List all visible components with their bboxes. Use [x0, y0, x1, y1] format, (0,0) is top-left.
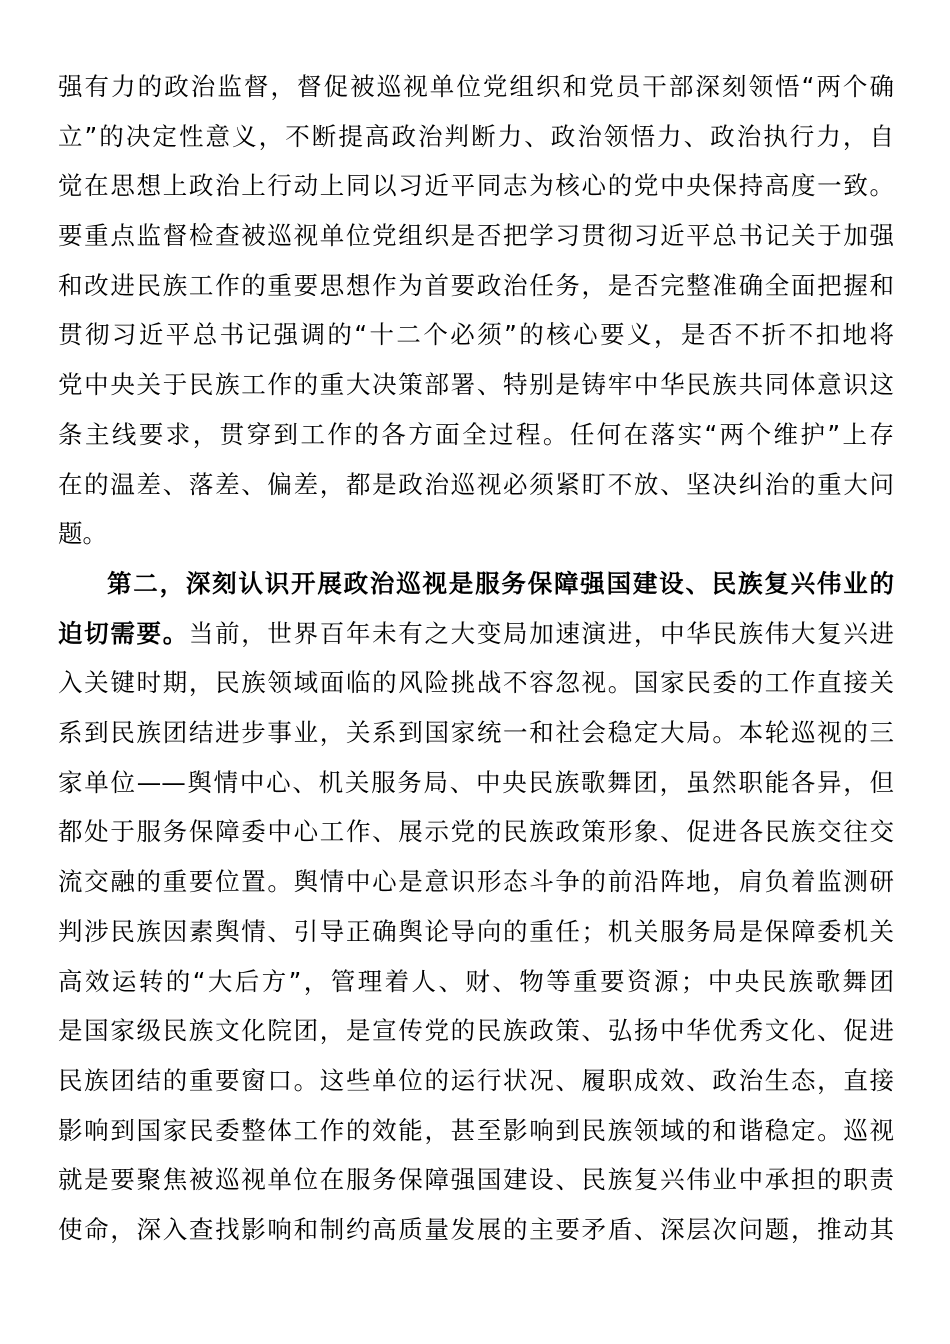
section-heading-end: 迫切需要。 — [58, 618, 189, 648]
text-line: 贯彻习近平总书记强调的“十二个必须”的核心要义，是否不折不扣地将 — [58, 320, 894, 350]
text-line: 题。 — [58, 519, 107, 549]
text-line: 使命，深入查找影响和制约高质量发展的主要矛盾、深层次问题，推动其 — [58, 1214, 894, 1244]
text-line: 就是要聚焦被巡视单位在服务保障强国建设、民族复兴伟业中承担的职责 — [58, 1165, 894, 1195]
text-line: 流交融的重要位置。舆情中心是意识形态斗争的前沿阵地，肩负着监测研 — [58, 867, 894, 897]
section-heading: 第二，深刻认识开展政治巡视是服务保障强国建设、民族复兴伟业的 — [107, 569, 894, 598]
text-line: 都处于服务保障委中心工作、展示党的民族政策形象、促进各民族交往交 — [58, 817, 894, 847]
text-line: 影响到国家民委整体工作的效能，甚至影响到民族领域的和谐稳定。巡视 — [58, 1115, 894, 1145]
text-line — [58, 609, 894, 659]
text-line: 条主线要求，贯穿到工作的各方面全过程。任何在落实“两个维护”上存 — [58, 419, 894, 449]
text-line: 觉在思想上政治上行动上同以习近平同志为核心的党中央保持高度一致。 — [58, 171, 894, 201]
text-line: 入关键时期，民族领域面临的风险挑战不容忽视。国家民委的工作直接关 — [58, 668, 894, 698]
text-line: 判涉民族因素舆情、引导正确舆论导向的重任；机关服务局是保障委机关 — [58, 916, 894, 946]
text-line-rest: 当前，世界百年未有之大变局加速演进，中华民族伟大复兴进 — [188, 618, 895, 648]
text-line: 在的温差、落差、偏差，都是政治巡视必须紧盯不放、坚决纠治的重大问 — [58, 469, 894, 499]
text-line: 党中央关于民族工作的重大决策部署、特别是铸牢中华民族共同体意识这 — [58, 370, 894, 400]
paragraph-2 — [58, 559, 894, 1255]
paragraph-1 — [58, 62, 894, 559]
text-line: 家单位——舆情中心、机关服务局、中央民族歌舞团，虽然职能各异，但 — [58, 767, 894, 797]
text-line: 立”的决定性意义，不断提高政治判断力、政治领悟力、政治执行力，自 — [58, 121, 894, 151]
text-line: 民族团结的重要窗口。这些单位的运行状况、履职成效、政治生态，直接 — [58, 1065, 894, 1095]
text-line: 强有力的政治监督，督促被巡视单位党组织和党员干部深刻领悟“两个确 — [58, 72, 894, 101]
text-line: 要重点监督检查被巡视单位党组织是否把学习贯彻习近平总书记关于加强 — [58, 221, 894, 251]
text-line: 系到民族团结进步事业，关系到国家统一和社会稳定大局。本轮巡视的三 — [58, 718, 894, 748]
text-line: 是国家级民族文化院团，是宣传党的民族政策、弘扬中华优秀文化、促进 — [58, 1016, 894, 1046]
text-line: 高效运转的“大后方”，管理着人、财、物等重要资源；中央民族歌舞团 — [58, 966, 894, 996]
text-line: 和改进民族工作的重要思想作为首要政治任务，是否完整准确全面把握和 — [58, 270, 894, 300]
